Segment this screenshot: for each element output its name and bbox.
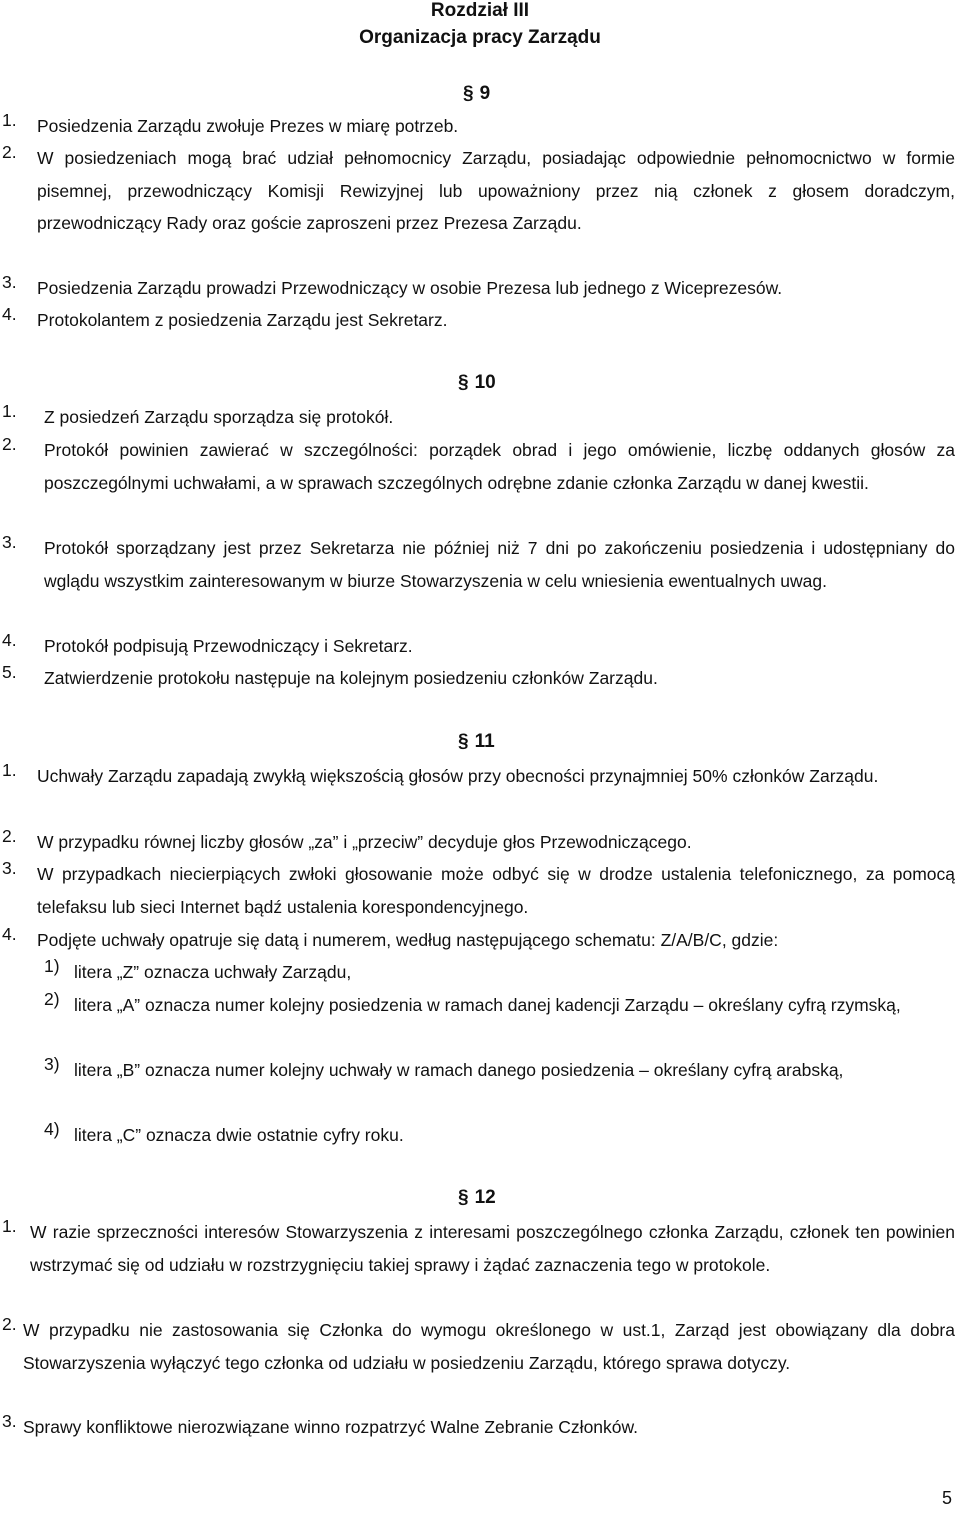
section-symbol: § xyxy=(458,372,469,393)
subitem-number: 3) xyxy=(44,1054,60,1074)
item-number: 4. xyxy=(2,924,17,944)
item-number: 1. xyxy=(2,760,17,780)
item-text: Sprawy konfliktowe nierozwiązane winno rozpatrzyć Walne Zebranie Członków. xyxy=(23,1417,639,1437)
item-text: Protokół podpisują Przewodniczący i Sekretarz. xyxy=(44,636,413,656)
item-text: Posiedzenia Zarządu prowadzi Przewodniczący w osobie Prezesa lub jednego z Wiceprezesów. xyxy=(37,278,783,298)
section-symbol: § xyxy=(458,731,469,752)
subitem-text: litera „C” oznacza dwie ostatnie cyfry roku. xyxy=(74,1125,404,1145)
section-symbol: § xyxy=(463,83,474,104)
section-number: 12 xyxy=(474,1187,496,1208)
item-text: W przypadku równej liczby głosów „za” i „przeciw” decyduje głos Przewodniczącego. xyxy=(37,832,692,852)
item-number: 3. xyxy=(2,858,17,878)
subitem-text: litera „B” oznacza numer kolejny uchwały w ramach danego posiedzenia – określany cyfrą arabską, xyxy=(74,1060,844,1080)
subitem-number: 1) xyxy=(44,956,60,976)
section-11-heading xyxy=(458,731,495,753)
section-10-heading xyxy=(458,372,496,394)
subitem-number: 4) xyxy=(44,1119,60,1139)
item-number: 3. xyxy=(2,532,17,552)
item-text: Posiedzenia Zarządu zwołuje Prezes w miarę potrzeb. xyxy=(37,116,459,136)
item-number: 2. xyxy=(2,434,17,454)
item-number: 3. xyxy=(2,272,17,292)
item-text: Podjęte uchwały opatruje się datą i numerem, według następującego schematu: Z/A/B/C, gdzie: xyxy=(37,930,779,950)
section-symbol: § xyxy=(458,1187,469,1208)
item-text: W posiedzeniach mogą brać udział pełnomocnicy Zarządu, posiadając odpowiednie pełnomocnictwo w formie pisemnej, przewodniczący Komisji Rewizyjnej lub upoważniony przez nią członek z głosem doradczym, przewodniczący Rady oraz goście zaproszeni przez Prezesa Zarządu. xyxy=(37,148,955,233)
page-number: 5 xyxy=(941,1488,952,1508)
section-9-heading xyxy=(463,83,490,105)
item-number: 2. xyxy=(2,142,17,162)
item-number: 1. xyxy=(2,110,17,130)
subitem-number: 2) xyxy=(44,989,60,1009)
section-12-heading xyxy=(458,1187,496,1209)
section-number: 10 xyxy=(474,372,496,393)
item-number: 2. xyxy=(2,826,17,846)
item-text: W przypadku nie zastosowania się Członka do wymogu określonego w ust.1, Zarząd jest obowiązany dla dobra Stowarzyszenia wyłączyć tego członka od udziału w posiedzeniu Zarządu, którego sprawa dotyczy. xyxy=(23,1320,955,1373)
section-number: 9 xyxy=(479,83,491,104)
item-text: Protokolantem z posiedzenia Zarządu jest Sekretarz. xyxy=(37,310,448,330)
item-text: W razie sprzeczności interesów Stowarzyszenia z interesami poszczególnego członka Zarządu, członek ten powinien wstrzymać się od udziału w rozstrzygnięciu takiej sprawy i żądać zaznaczenia tego w protokole. xyxy=(30,1222,955,1275)
item-number: 2. xyxy=(2,1314,17,1334)
item-number: 4. xyxy=(2,304,17,324)
item-number: 1. xyxy=(2,401,17,421)
subitem-text: litera „Z” oznacza uchwały Zarządu, xyxy=(74,962,352,982)
item-text: Zatwierdzenie protokołu następuje na kolejnym posiedzeniu członków Zarządu. xyxy=(44,668,658,688)
item-number: 4. xyxy=(2,630,17,650)
subitem-text: litera „A” oznacza numer kolejny posiedzenia w ramach danej kadencji Zarządu – określany cyfrą rzymską, xyxy=(74,995,901,1015)
section-number: 11 xyxy=(474,731,495,752)
item-number: 3. xyxy=(2,1411,17,1431)
item-text: Uchwały Zarządu zapadają zwykłą większością głosów przy obecności przynajmniej 50% członków Zarządu. xyxy=(37,766,879,786)
chapter-title: Rozdział III xyxy=(430,0,530,21)
item-text: W przypadkach niecierpiących zwłoki głosowanie może odbyć się w drodze ustalenia telefonicznego, za pomocą telefaksu lub sieci Internet bądź ustalenia korespondencyjnego. xyxy=(37,864,955,917)
item-number: 5. xyxy=(2,662,17,682)
item-number: 1. xyxy=(2,1216,17,1236)
chapter-subtitle: Organizacja pracy Zarządu xyxy=(359,27,601,48)
item-text: Z posiedzeń Zarządu sporządza się protokół. xyxy=(44,407,394,427)
item-text: Protokół sporządzany jest przez Sekretarza nie później niż 7 dni po zakończeniu posiedzenia i udostępniany do wglądu wszystkim zainteresowanym w biurze Stowarzyszenia w celu wniesienia ewentualnych uwag. xyxy=(44,538,955,591)
item-text: Protokół powinien zawierać w szczególności: porządek obrad i jego omówienie, liczbę oddanych głosów za poszczególnymi uchwałami, a w sprawach szczególnych odrębne zdanie członka Zarządu w danej kwestii. xyxy=(44,440,955,493)
